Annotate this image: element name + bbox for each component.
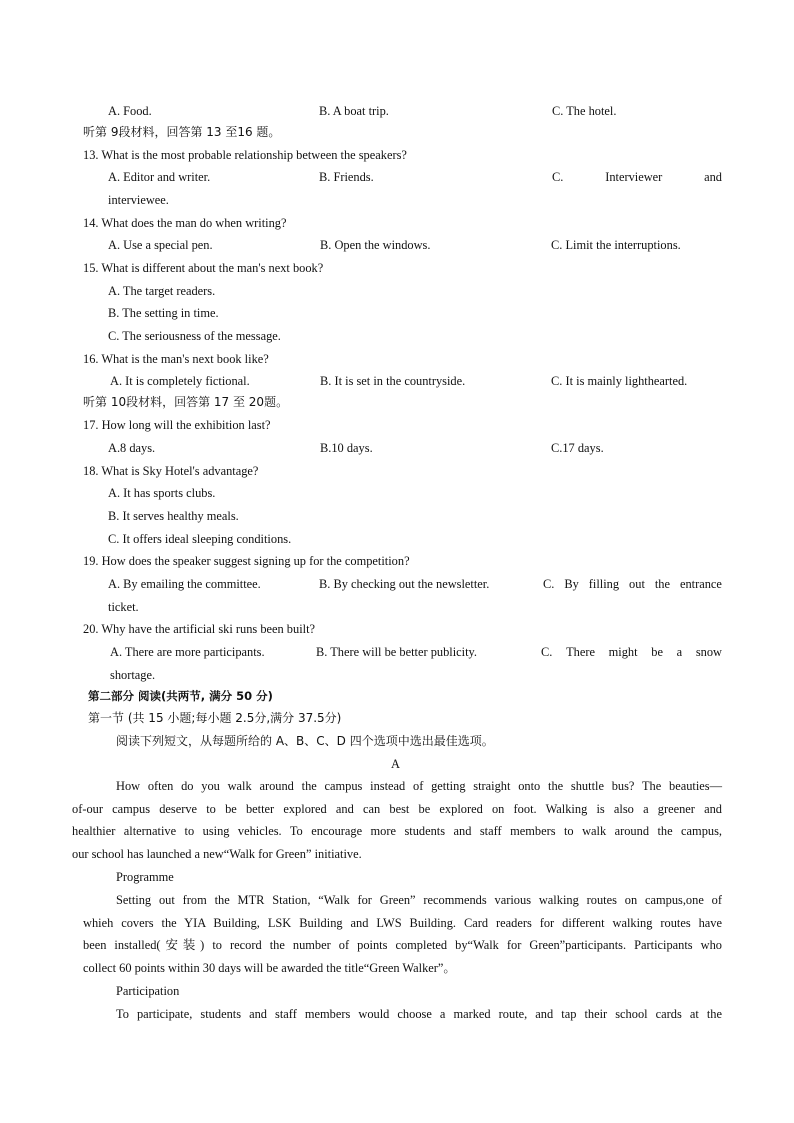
passage-line: How often do you walk around the campus instead of getting straight onto the shuttle bus? The beauties— — [116, 779, 722, 793]
q19-option-c — [543, 576, 722, 592]
passage-label: A — [391, 757, 400, 771]
q19-c-word: filling — [588, 577, 620, 591]
q20-option-a: A. There are more participants. — [110, 645, 265, 659]
q20-option-c-continued: shortage. — [110, 668, 156, 682]
q20-c-word: a — [676, 645, 683, 659]
q16-option-a: A. It is completely fictional. — [110, 374, 250, 388]
q13-option-c — [552, 169, 722, 185]
passage-line: To participate, students and staff members would choose a marked route, and tap their school cards at the — [116, 1007, 722, 1021]
q13-option-b: B. Friends. — [319, 170, 374, 184]
q20-option-c — [541, 644, 722, 660]
q13-c-word: and — [704, 170, 722, 184]
q20-option-b: B. There will be better publicity. — [316, 645, 478, 659]
q17-option-b: B.10 days. — [320, 441, 373, 455]
passage-paragraph-3 — [83, 1003, 722, 1026]
q20-c-word: There — [566, 645, 595, 659]
section-10-instruction: 听第 10段材料，回答第 17 至 20题。 — [83, 395, 289, 409]
q14-option-c: C. Limit the interruptions. — [551, 238, 681, 252]
q14-option-b: B. Open the windows. — [320, 238, 431, 252]
passage-line: Setting out from the MTR Station, “Walk for Green” recommends various walking routes on campus,one of — [116, 893, 722, 907]
q12-option-c: C. The hotel. — [552, 104, 617, 118]
q19-c-word: out — [629, 577, 645, 591]
q13-c-word: Interviewer — [605, 170, 663, 184]
passage-line: our school has launched a new“Walk for Green” initiative. — [72, 846, 362, 861]
q13-option-c-continued: interviewee. — [108, 193, 169, 207]
q20-stem: 20. Why have the artificial ski runs been built? — [83, 622, 316, 636]
section-1-heading: 第一节 (共 15 小题;每小题 2.5分,满分 37.5分) — [88, 711, 342, 725]
q13-c-word: C. — [552, 170, 564, 184]
q19-option-b: B. By checking out the newsletter. — [319, 577, 490, 591]
section-9-instruction: 听第 9段材料，回答第 13 至16 题。 — [83, 125, 281, 139]
q19-c-word: entrance — [679, 577, 722, 591]
passage-line: whieh covers the YIA Building, LSK Building and LWS Building. Card readers for different walking routes have — [83, 915, 722, 930]
q18-option-c: C. It offers ideal sleeping conditions. — [108, 532, 292, 546]
q14-option-a: A. Use a special pen. — [108, 238, 213, 252]
q20-c-word: might — [608, 645, 638, 659]
q20-c-word: be — [651, 645, 663, 659]
reading-instructions: 阅读下列短文，从每题所给的 A、B、C、D 四个选项中选出最佳选项。 — [116, 734, 494, 748]
q18-stem: 18. What is Sky Hotel's advantage? — [83, 464, 259, 478]
q16-option-b: B. It is set in the countryside. — [320, 374, 466, 388]
passage-paragraph-1 — [72, 775, 722, 865]
passage-line: healthier alternative to using vehicles. To encourage more students and staff members to walk around the campus, — [72, 824, 722, 839]
q15-stem: 15. What is different about the man's next book? — [83, 261, 324, 275]
q17-option-a: A.8 days. — [108, 441, 156, 455]
q14-stem: 14. What does the man do when writing? — [83, 216, 287, 230]
q16-stem: 16. What is the man's next book like? — [83, 352, 269, 366]
q15-option-a: A. The target readers. — [108, 284, 216, 298]
q19-option-a: A. By emailing the committee. — [108, 577, 261, 591]
q19-c-word: the — [654, 577, 670, 591]
q19-stem: 19. How does the speaker suggest signing up for the competition? — [83, 554, 410, 568]
q19-c-word: By — [564, 577, 579, 591]
part-2-heading: 第二部分 阅读(共两节, 满分 50 分) — [88, 689, 273, 703]
q18-option-b: B. It serves healthy meals. — [108, 509, 239, 523]
q13-option-a: A. Editor and writer. — [108, 170, 211, 184]
q17-stem: 17. How long will the exhibition last? — [83, 418, 271, 432]
q18-option-a: A. It has sports clubs. — [108, 486, 216, 500]
q15-option-c: C. The seriousness of the message. — [108, 329, 281, 343]
passage-paragraph-2 — [83, 889, 722, 979]
heading-programme: Programme — [116, 870, 174, 884]
q20-c-word: C. — [541, 645, 553, 659]
passage-line: been installed(安装) to record the number of points completed by“Walk for Green”participants. Participants who — [83, 938, 722, 953]
q15-option-b: B. The setting in time. — [108, 306, 219, 320]
q12-option-b: B. A boat trip. — [319, 104, 389, 118]
q19-c-word: C. — [543, 577, 555, 591]
q20-c-word: snow — [695, 645, 722, 659]
q13-stem: 13. What is the most probable relationship between the speakers? — [83, 148, 407, 162]
passage-line: of-our campus deserve to be better explored and can best be explored on foot. Walking is also a greener and — [72, 801, 722, 816]
q16-option-c: C. It is mainly lighthearted. — [551, 374, 688, 388]
q12-option-a: A. Food. — [108, 104, 152, 118]
q17-option-c: C.17 days. — [551, 441, 604, 455]
passage-line: collect 60 points within 30 days will be awarded the title“Green Walker”。 — [83, 960, 456, 975]
q19-option-c-continued: ticket. — [108, 600, 139, 614]
heading-participation: Participation — [116, 984, 180, 998]
